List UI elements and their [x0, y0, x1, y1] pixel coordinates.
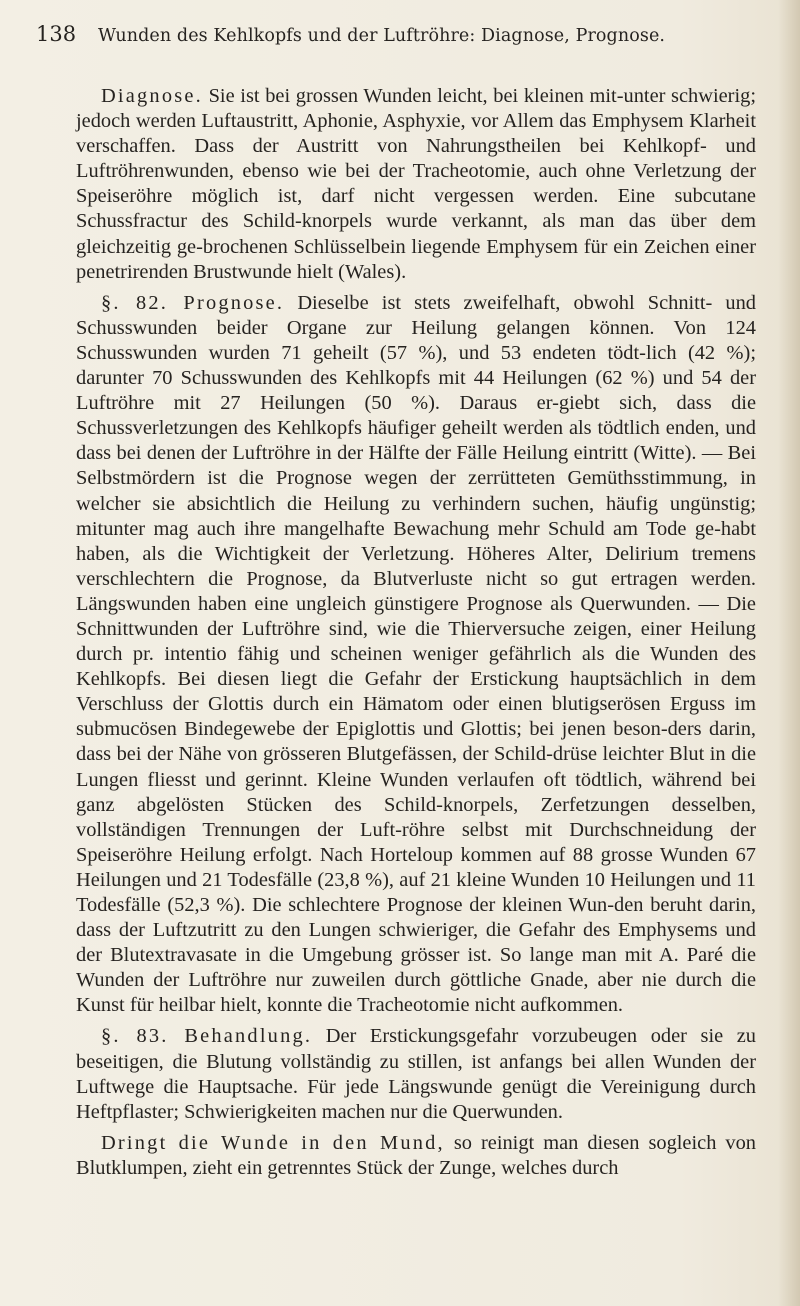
paragraph-diagnose	[76, 84, 756, 285]
paragraph-text: Sie ist bei grossen Wunden leicht, bei kleinen mit-unter schwierig; jedoch werden Luftaustritt, Aphonie, Asphyxie, vor Allem das Emphysem Klarheit verschaffen. Dass der Austritt von Nahrungstheilen bei Kehlkopf- und Luftröhrenwunden, ebenso wie bei der Tracheotomie, auch ohne Verletzung der Speiseröhre möglich ist, darf nicht vergessen werden. Eine subcutane Schussfractur des Schild-knorpels wurde verkannt, als man das über dem gleichzeitig ge-brochenen Schlüsselbein liegende Emphysem für ein Zeichen einer penetrirenden Brustwunde hielt (Wales).	[76, 85, 756, 283]
paragraph-mund	[76, 1131, 756, 1181]
paragraph-lead: §. 83. Behandlung.	[101, 1025, 313, 1048]
paragraph-lead: Diagnose.	[101, 85, 203, 107]
paragraph-lead: §. 82. Prognose.	[101, 291, 285, 314]
page-header	[36, 22, 736, 52]
paragraph-behandlung	[76, 1024, 756, 1124]
paragraph-prognose	[76, 291, 756, 1019]
paragraph-text: so reinigt man diesen sogleich von Blutklumpen, zieht ein getrenntes Stück der Zunge, welches durch	[76, 1131, 756, 1179]
page-edge-shadow	[778, 0, 800, 1306]
running-head: Wunden des Kehlkopfs und der Luftröhre: Diagnose, Prognose.	[98, 26, 666, 46]
body-text	[76, 84, 756, 1181]
paragraph-text: Der Erstickungsgefahr vorzubeugen oder sie zu beseitigen, die Blutung vollständig zu stillen, ist anfangs bei allen Wunden der Luftwege die Hauptsache. Für jede Längswunde genügt die Vereinigung durch Heftpflaster; Schwierigkeiten machen nur die Querwunden.	[76, 1025, 756, 1123]
page-number: 138	[36, 22, 77, 46]
paragraph-lead: Dringt die Wunde in den Mund,	[101, 1131, 445, 1154]
paragraph-text: Dieselbe ist stets zweifelhaft, obwohl Schnitt- und Schusswunden beider Organe zur Heilung gelangen können. Von 124 Schusswunden wurden 71 geheilt (57 %), und 53 endeten tödt-lich (42 %); darunter 70 Schusswunden des Kehlkopfs mit 44 Heilungen (62 %) und 54 der Luftröhre mit 27 Heilungen (50 %). Daraus er-giebt sich, dass die Schussverletzungen des Kehlkopfs häufiger geheilt werden als tödtlich enden, und dass bei denen der Luftröhre in der Hälfte der Fälle Heilung eintritt (Witte). — Bei Selbstmördern ist die Prognose wegen der zerrütteten Gemüthsstimmung, in welcher sie absichtlich die Heilung zu verhindern suchen, häufig ungünstig; mitunter mag auch ihre mangelhafte Bewachung mehr Schuld am Tode ge-habt haben, als die Wichtigkeit der Verletzung. Höheres Alter, Delirium tremens verschlechtern die Prognose, da Blutverluste nicht so gut ertragen werden. Längswunden haben eine ungleich günstigere Prognose als Querwunden. — Die Schnittwunden der Luftröhre sind, wie die Thierversuche zeigen, einer Heilung durch pr. intentio fähig und scheinen weniger gefährlich als die Wunden des Kehlkopfs. Bei diesen liegt die Gefahr der Erstickung hauptsächlich in dem Verschluss der Glottis durch ein Hämatom oder einen blutigserösen Erguss im submucösen Bindegewebe der Epiglottis und Glottis; bei jenen beson-ders darin, dass bei der Nähe von grösseren Blutgefässen, der Schild-drüse leichter Blut in die Lungen fliesst und gerinnt. Kleine Wunden verlaufen oft tödtlich, während bei ganz abgelösten Stücken des Schild-knorpels, Zerfetzungen desselben, vollständigen Trennungen der Luft-röhre selbst mit Durchschneidung der Speiseröhre Heilung erfolgt. Nach Horteloup kommen auf 88 grosse Wunden 67 Heilungen und 21 Todesfälle (23,8 %), auf 21 kleine Wunden 10 Heilungen und 11 Todesfälle (52,3 %). Die schlechtere Prognose der kleinen Wun-den beruht darin, dass der Luftzutritt zu den Lungen schwieriger, die Gefahr des Emphysems und der Blutextravasate in die Umgebung grösser ist. So lange man mit A. Paré die Wunden der Luftröhre nur zuweilen durch göttliche Gnade, aber nie durch die Kunst für heilbar hielt, konnte die Tracheotomie nicht aufkommen.	[76, 291, 756, 1017]
